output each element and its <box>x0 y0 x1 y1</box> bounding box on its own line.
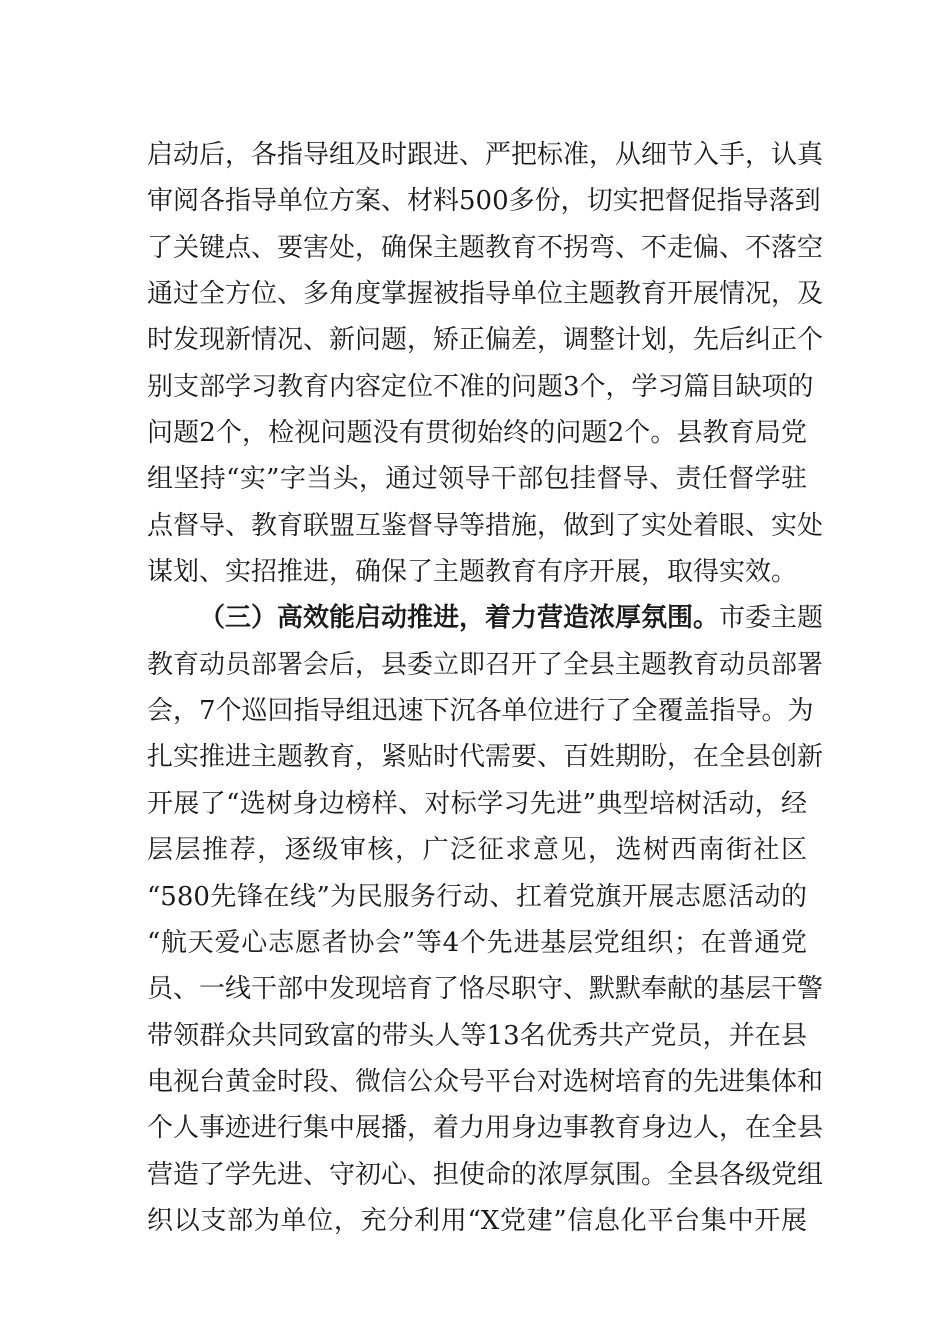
text-line: 启动后，各指导组及时跟进、严把标准，从细节入手，认真 <box>147 140 824 170</box>
text-line: 别支部学习教育内容定位不准的问题3个，学习篇目缺项的 <box>147 371 814 402</box>
text-line: 组坚持“实”字当头，通过领导干部包挂督导、责任督学驻 <box>147 464 807 495</box>
text-run: 市委主题 <box>719 603 824 634</box>
text-line: 点督导、教育联盟互鉴督导等措施，做到了实处着眼、实处 <box>147 510 824 541</box>
text-line: “580先锋在线”为民服务行动、扛着党旗开展志愿活动的 <box>147 881 807 912</box>
section-heading-line <box>147 595 824 641</box>
text-line: 会，7个巡回指导组迅速下沉各单位进行了全覆盖指导。为 <box>147 696 814 727</box>
section-heading: （三）高效能启动推进，着力营造浓厚氛围。 <box>199 603 720 634</box>
text-line: 营造了学先进、守初心、担使命的浓厚氛围。全县各级党组 <box>147 1159 824 1190</box>
text-line: 开展了“选树身边榜样、对标学习先进”典型培树活动，经 <box>147 788 807 819</box>
text-line: 个人事迹进行集中展播，着力用身边事教育身边人，在全县 <box>147 1113 824 1144</box>
text-line: 谋划、实招推进，确保了主题教育有序开展，取得实效。 <box>147 557 798 588</box>
text-line: 了关键点、要害处，确保主题教育不拐弯、不走偏、不落空 <box>147 232 824 263</box>
text-line: 电视台黄金时段、微信公众号平台对选树培育的先进集体和 <box>147 1066 824 1097</box>
text-line: 层层推荐，逐级审核，广泛征求意见，选树西南街社区 <box>147 835 807 866</box>
text-line: 教育动员部署会后，县委立即召开了全县主题教育动员部署 <box>147 649 824 680</box>
text-line: “航天爱心志愿者协会”等4个先进基层党组织；在普通党 <box>147 927 807 958</box>
text-line: 问题2个，检视问题没有贯彻始终的问题2个。县教育局党 <box>147 418 807 449</box>
paragraph-2 <box>147 595 824 1244</box>
text-line: 扎实推进主题教育，紧贴时代需要、百姓期盼，在全县创新 <box>147 742 824 773</box>
text-line: 员、一线干部中发现培育了恪尽职守、默默奉献的基层干警 <box>147 974 824 1005</box>
text-line: 通过全方位、多角度掌握被指导单位主题教育开展情况，及 <box>147 279 824 310</box>
text-line: 带领群众共同致富的带头人等13名优秀共产党员，并在县 <box>147 1020 807 1051</box>
text-line: 织以支部为单位，充分利用“X党建”信息化平台集中开展 <box>147 1205 807 1236</box>
paragraph-1 <box>147 132 824 595</box>
text-line: 审阅各指导单位方案、材料500多份，切实把督促指导落到 <box>147 186 821 217</box>
body-text <box>147 132 824 1244</box>
text-line: 时发现新情况、新问题，矫正偏差，调整计划，先后纠正个 <box>147 325 824 356</box>
